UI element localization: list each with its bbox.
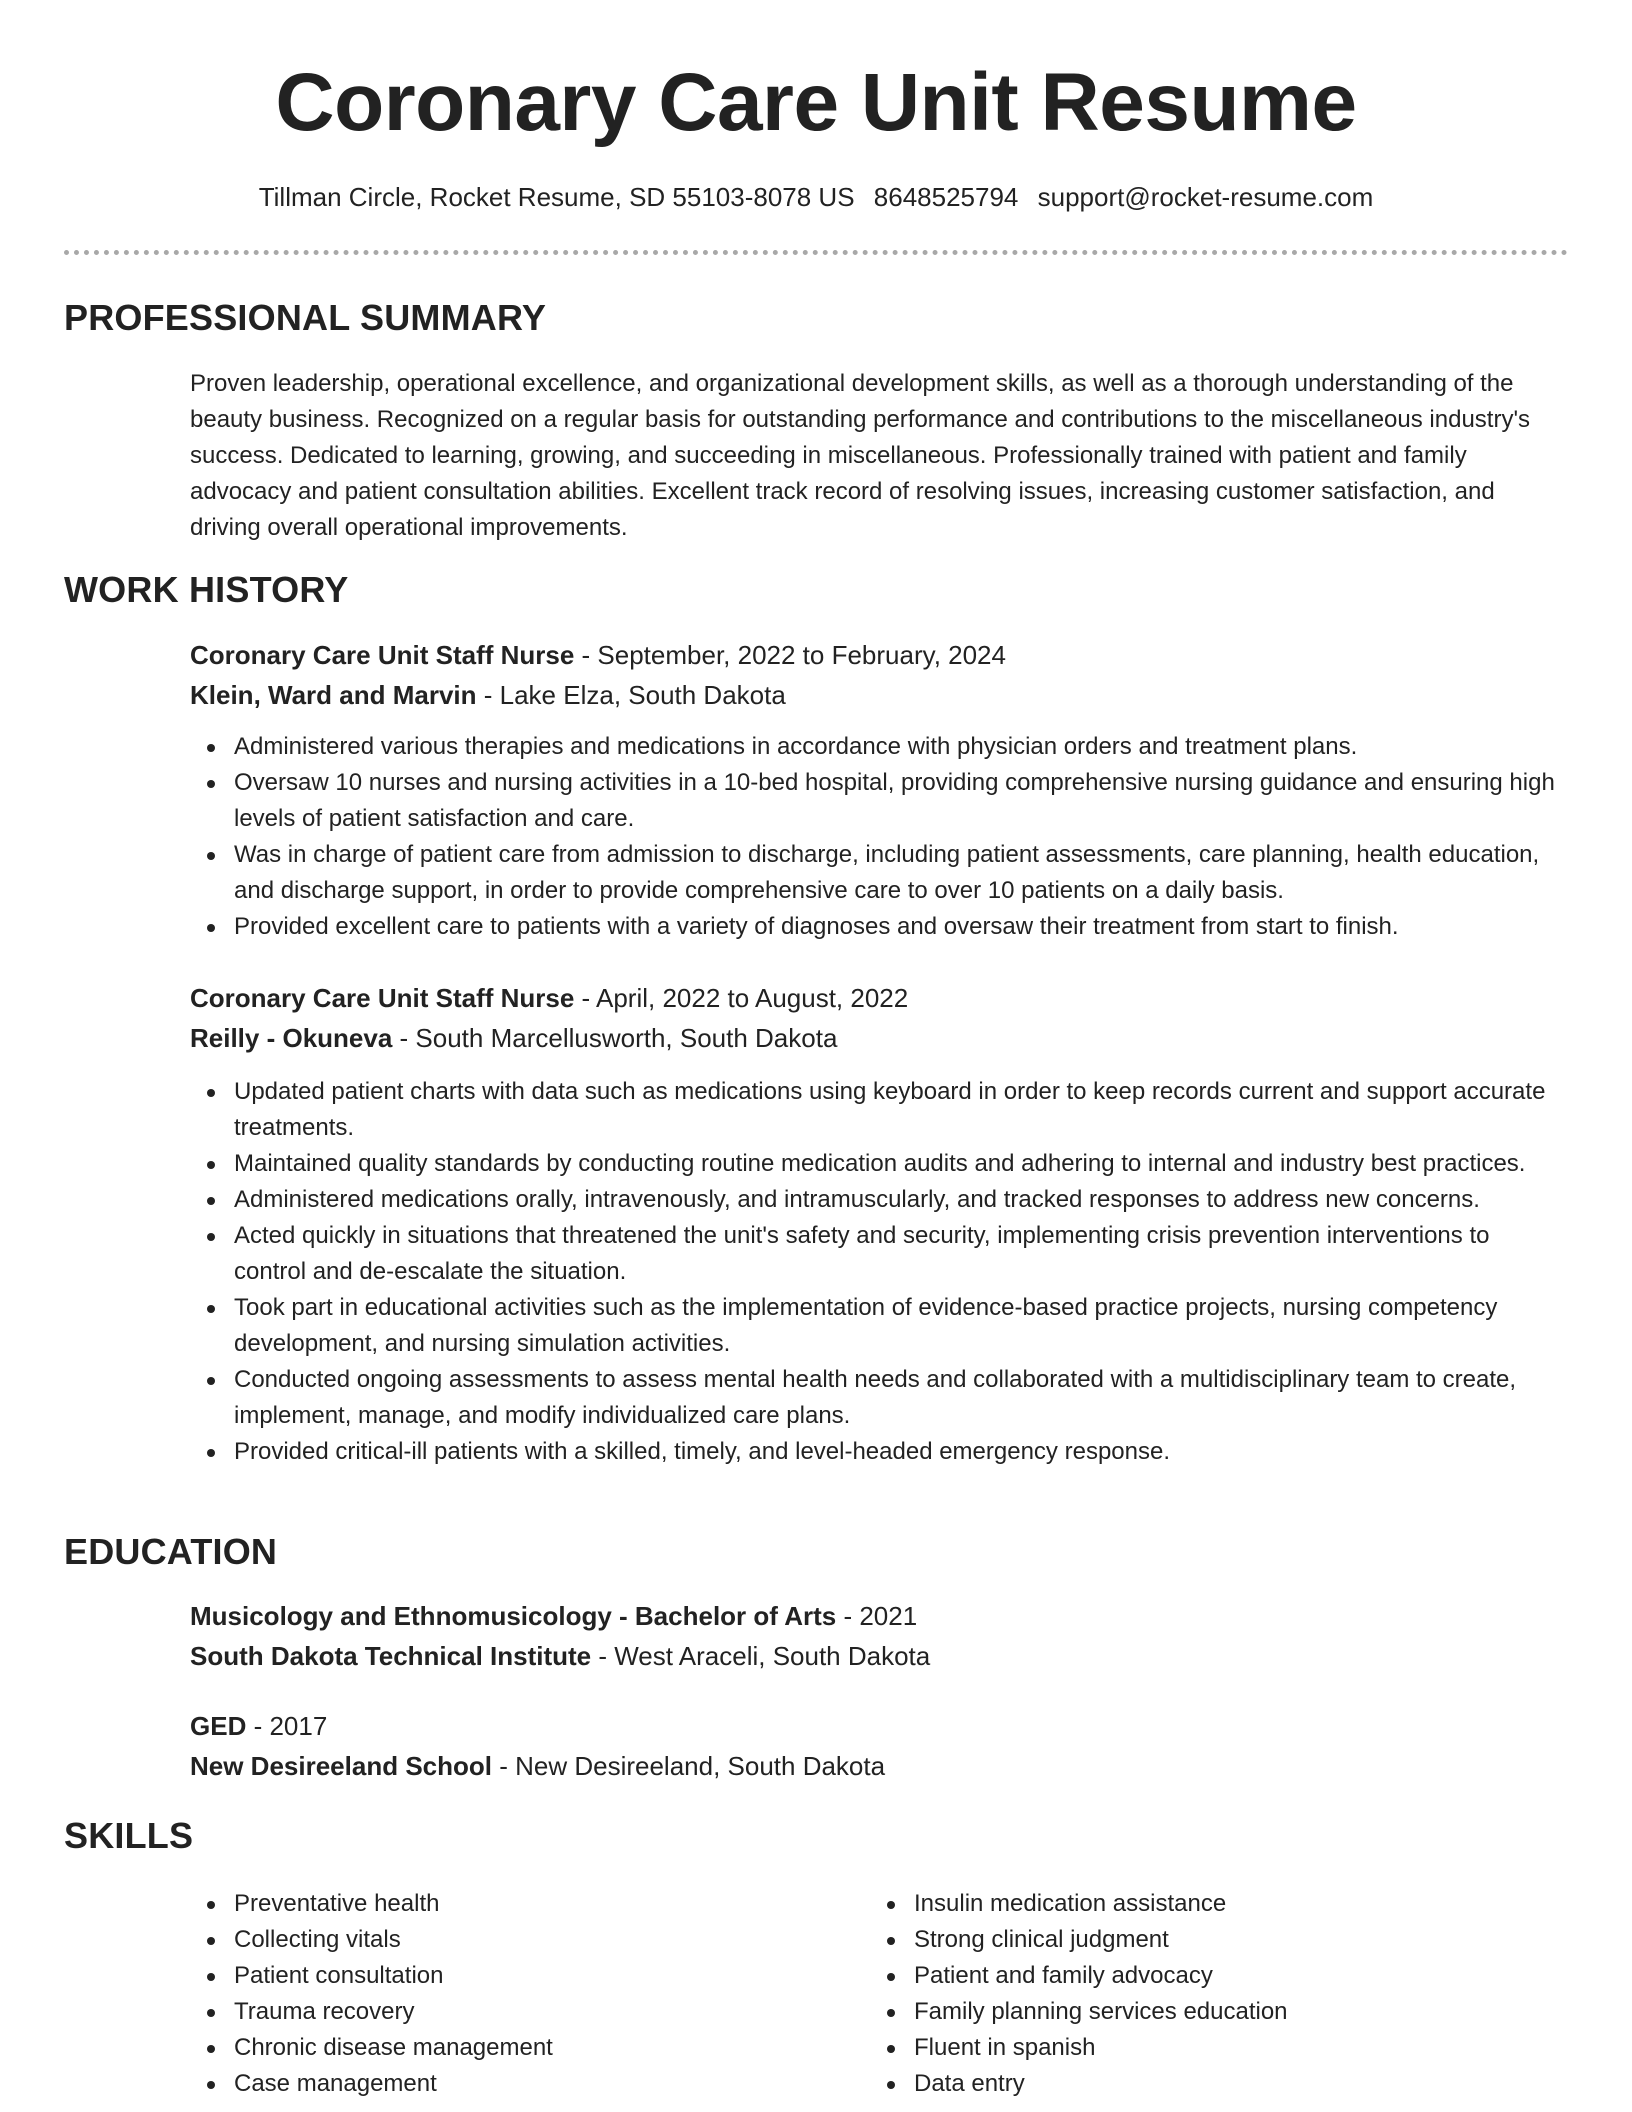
skill-item: Family planning services education (870, 1994, 1510, 2030)
list-item: Was in charge of patient care from admission to discharge, including patient assessments, care planning, health education, and discharge support, in order to provide comprehensive care to over 10 patients on a daily basis. (190, 837, 1566, 909)
job-company-line (190, 1018, 1566, 1058)
school-location: - New Desireeland, South Dakota (491, 1751, 886, 1781)
list-item: Oversaw 10 nurses and nursing activities in a 10-bed hospital, providing comprehensive nursing guidance and ensuring high levels of patient satisfaction and care. (190, 765, 1566, 837)
skills-list (870, 1886, 1510, 2102)
contact-email: support@rocket-resume.com (1037, 182, 1374, 212)
job-title: Coronary Care Unit Staff Nurse (190, 983, 575, 1013)
list-item: Provided excellent care to patients with a variety of diagnoses and oversaw their treatment from start to finish. (190, 909, 1566, 945)
job-title-line (190, 978, 1566, 1018)
header-divider (64, 250, 1568, 255)
job-company: Reilly - Okuneva (190, 1023, 393, 1053)
skill-item: Chronic disease management (190, 2030, 830, 2066)
skill-item: Trauma recovery (190, 1994, 830, 2030)
skills-heading: SKILLS (64, 1815, 194, 1856)
job-company-line (190, 675, 1566, 715)
skill-item: Patient consultation (190, 1958, 830, 1994)
skill-item: Strong clinical judgment (870, 1922, 1510, 1958)
summary-text: Proven leadership, operational excellence, and organizational development skills, as well as a thorough understanding of the beauty business. Recognized on a regular basis for outstanding performance and contributions to the miscellaneous industry's success. Dedicated to learning, growing, and succeeding in miscellaneous. Professionally trained with patient and family advocacy and patient consultation abilities. Excellent track record of resolving issues, increasing customer satisfaction, and driving overall operational improvements. (190, 370, 1531, 541)
job-duties-list (190, 729, 1566, 945)
list-item: Administered medications orally, intravenously, and intramuscularly, and tracked responses to address new concerns. (190, 1182, 1566, 1218)
skill-item: Insulin medication assistance (870, 1886, 1510, 1922)
list-item: Administered various therapies and medications in accordance with physician orders and treatment plans. (190, 729, 1566, 765)
work-history-heading: WORK HISTORY (64, 569, 349, 610)
school: New Desireeland School (190, 1751, 492, 1781)
contact-phone: 8648525794 (873, 182, 1019, 212)
job-entry (190, 635, 1566, 945)
contact-line (0, 182, 1632, 213)
summary-heading: PROFESSIONAL SUMMARY (64, 297, 547, 338)
degree: GED (190, 1711, 247, 1741)
job-dates: - September, 2022 to February, 2024 (574, 640, 1006, 670)
job-title-line (190, 635, 1566, 675)
skill-item: Fluent in spanish (870, 2030, 1510, 2066)
resume-title: Coronary Care Unit Resume (275, 57, 1357, 148)
job-duties-list (190, 1074, 1566, 1470)
skill-item: Collecting vitals (190, 1922, 830, 1958)
skill-item: Data entry (870, 2066, 1510, 2102)
graduation-year: - 2021 (836, 1601, 918, 1631)
school-line (190, 1746, 1566, 1786)
job-location: - Lake Elza, South Dakota (476, 680, 786, 710)
list-item: Took part in educational activities such as the implementation of evidence-based practice projects, nursing competency development, and nursing simulation activities. (190, 1290, 1566, 1362)
job-dates: - April, 2022 to August, 2022 (574, 983, 909, 1013)
job-title: Coronary Care Unit Staff Nurse (190, 640, 575, 670)
list-item: Maintained quality standards by conducting routine medication audits and adhering to internal and industry best practices. (190, 1146, 1566, 1182)
job-location: - South Marcellusworth, South Dakota (392, 1023, 838, 1053)
list-item: Acted quickly in situations that threatened the unit's safety and security, implementing crisis prevention interventions to control and de-escalate the situation. (190, 1218, 1566, 1290)
contact-address: Tillman Circle, Rocket Resume, SD 55103-8078 US (258, 182, 855, 212)
skill-item: Patient and family advocacy (870, 1958, 1510, 1994)
list-item: Updated patient charts with data such as medications using keyboard in order to keep records current and support accurate treatments. (190, 1074, 1566, 1146)
skills-list (190, 1886, 830, 2102)
degree-line (190, 1706, 1566, 1746)
skills-column-left (190, 1886, 830, 2102)
school-line (190, 1636, 1566, 1676)
skill-item: Preventative health (190, 1886, 830, 1922)
degree-line (190, 1596, 1566, 1636)
school-location: - West Araceli, South Dakota (591, 1641, 931, 1671)
education-heading: EDUCATION (64, 1531, 278, 1572)
job-entry (190, 978, 1566, 1470)
skills-column-right (870, 1886, 1510, 2102)
skill-item: Case management (190, 2066, 830, 2102)
graduation-year: - 2017 (246, 1711, 328, 1741)
education-entry (190, 1596, 1566, 1676)
degree: Musicology and Ethnomusicology - Bachelor of Arts (190, 1601, 837, 1631)
job-company: Klein, Ward and Marvin (190, 680, 477, 710)
education-entry (190, 1706, 1566, 1786)
list-item: Provided critical-ill patients with a skilled, timely, and level-headed emergency response. (190, 1434, 1566, 1470)
list-item: Conducted ongoing assessments to assess mental health needs and collaborated with a multidisciplinary team to create, implement, manage, and modify individualized care plans. (190, 1362, 1566, 1434)
school: South Dakota Technical Institute (190, 1641, 592, 1671)
